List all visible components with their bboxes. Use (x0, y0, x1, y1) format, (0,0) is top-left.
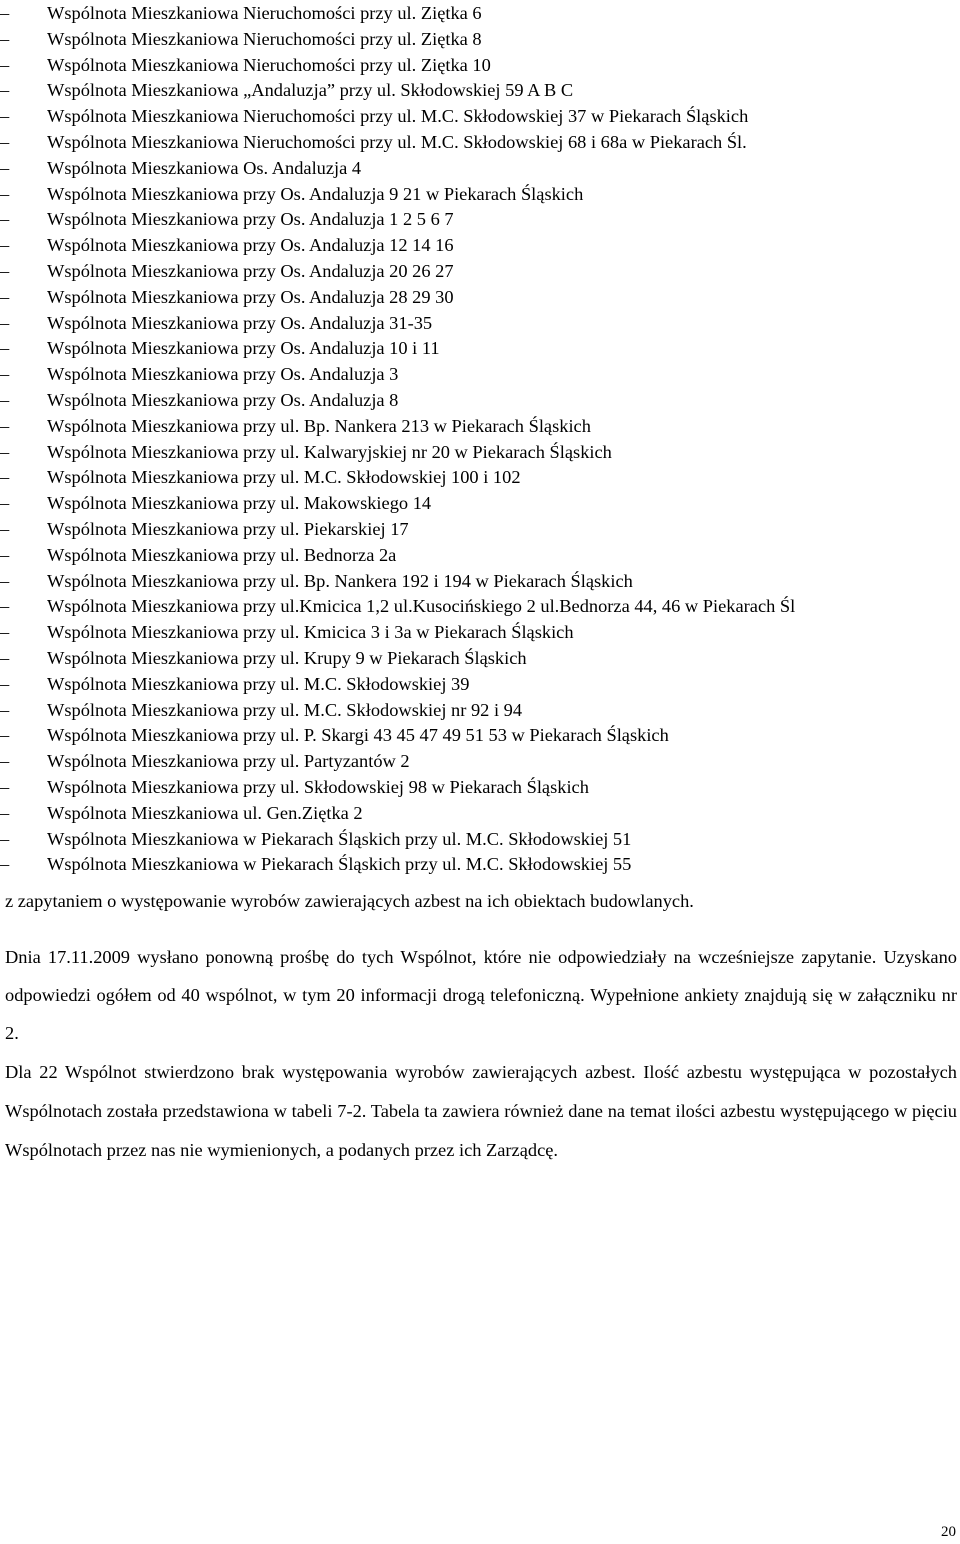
list-item-text: Wspólnota Mieszkaniowa przy Os. Andaluzja 8 (47, 389, 399, 410)
list-bullet: – (0, 131, 10, 152)
list-item (0, 491, 960, 517)
list-item (0, 698, 960, 724)
list-item (0, 362, 960, 388)
list-item-text: Wspólnota Mieszkaniowa przy Os. Andaluzja 28 29 30 (47, 286, 454, 307)
list-bullet: – (0, 3, 10, 23)
list-item-text: Wspólnota Mieszkaniowa przy ul. M.C. Skłodowskiej 100 i 102 (47, 467, 521, 488)
list-item (0, 27, 960, 53)
list-item-text: Wspólnota Mieszkaniowa przy Os. Andaluzja 3 (47, 364, 399, 385)
list-item (0, 646, 960, 672)
list-item (0, 78, 960, 104)
list-bullet: – (0, 699, 10, 720)
list-item-text: Wspólnota Mieszkaniowa przy ul. Skłodowskiej 98 w Piekarach Śląskich (47, 776, 589, 797)
list-bullet: – (0, 622, 10, 643)
list-item (0, 827, 960, 853)
list-bullet: – (0, 647, 10, 668)
list-item (0, 723, 960, 749)
list-item-text: Wspólnota Mieszkaniowa przy Os. Andaluzja 9 21 w Piekarach Śląskich (47, 183, 584, 204)
list-item (0, 285, 960, 311)
list-item-text: Wspólnota Mieszkaniowa Nieruchomości przy ul. Ziętka 10 (47, 54, 491, 75)
list-item (0, 543, 960, 569)
list-item (0, 594, 960, 620)
list-item (0, 620, 960, 646)
list-item-text: Wspólnota Mieszkaniowa Os. Andaluzja 4 (47, 157, 362, 178)
list-item-text: Wspólnota Mieszkaniowa przy ul. Partyzantów 2 (47, 751, 410, 772)
list-bullet: – (0, 209, 10, 230)
list-item-text: Wspólnota Mieszkaniowa przy ul. Kalwaryjskiej nr 20 w Piekarach Śląskich (47, 441, 612, 462)
list-item-text: Wspólnota Mieszkaniowa przy ul.Kmicica 1,2 ul.Kusocińskiego 2 ul.Bednorza 44, 46 w Piekarach Śl (47, 596, 796, 617)
list-item-text: Wspólnota Mieszkaniowa przy ul. Krupy 9 w Piekarach Śląskich (47, 647, 527, 668)
list-bullet: – (0, 54, 10, 75)
list-item (0, 53, 960, 79)
list-item (0, 388, 960, 414)
list-bullet: – (0, 802, 10, 823)
list-item (0, 233, 960, 259)
follow-up-paragraph: Dnia 17.11.2009 wysłano ponowną prośbę do tych Wspólnot, które nie odpowiedziały na wcześniejsze zapytanie. Uzyskano odpowiedzi ogółem od 40 wspólnot, w tym 20 informacji drogą telefoniczną. Wypełnione ankiety znajdują się w załączniku nr 2. (5, 947, 957, 1043)
list-bullet: – (0, 518, 10, 539)
list-item-text: Wspólnota Mieszkaniowa przy ul. Piekarskiej 17 (47, 518, 409, 539)
list-bullet: – (0, 570, 10, 591)
list-item (0, 156, 960, 182)
list-item-text: Wspólnota Mieszkaniowa przy Os. Andaluzja 1 2 5 6 7 (47, 209, 454, 230)
list-bullet: – (0, 493, 10, 514)
list-item-text: Wspólnota Mieszkaniowa w Piekarach Śląskich przy ul. M.C. Skłodowskiej 51 (47, 828, 632, 849)
list-item-text: Wspólnota Mieszkaniowa przy ul. Kmicica 3 i 3a w Piekarach Śląskich (47, 622, 574, 643)
list-item (0, 517, 960, 543)
list-bullet: – (0, 751, 10, 772)
list-item-text: Wspólnota Mieszkaniowa Nieruchomości przy ul. M.C. Skłodowskiej 37 w Piekarach Śląskich (47, 106, 749, 127)
list-item-text: Wspólnota Mieszkaniowa w Piekarach Śląskich przy ul. M.C. Skłodowskiej 55 (47, 854, 632, 875)
list-item (0, 259, 960, 285)
list-item (0, 852, 960, 878)
list-item-text: Wspólnota Mieszkaniowa Nieruchomości przy ul. M.C. Skłodowskiej 68 i 68a w Piekarach Śl. (47, 131, 747, 152)
list-item (0, 104, 960, 130)
list-bullet: – (0, 467, 10, 488)
list-item-text: Wspólnota Mieszkaniowa przy ul. Bp. Nankera 213 w Piekarach Śląskich (47, 415, 591, 436)
list-bullet: – (0, 596, 10, 617)
list-bullet: – (0, 415, 10, 436)
list-item (0, 749, 960, 775)
list-item (0, 569, 960, 595)
list-item-text: Wspólnota Mieszkaniowa przy ul. Bednorza 2a (47, 544, 397, 565)
list-bullet: – (0, 389, 10, 410)
list-bullet: – (0, 106, 10, 127)
list-item (0, 1, 960, 27)
list-bullet: – (0, 544, 10, 565)
intro-paragraph: z zapytaniem o występowanie wyrobów zawierających azbest na ich obiektach budowlanych. (5, 891, 694, 911)
list-item (0, 414, 960, 440)
list-item-text: Wspólnota Mieszkaniowa Nieruchomości przy ul. Ziętka 8 (47, 28, 482, 49)
list-item-text: Wspólnota Mieszkaniowa przy ul. Makowskiego 14 (47, 493, 432, 514)
list-bullet: – (0, 828, 10, 849)
list-item (0, 130, 960, 156)
list-bullet: – (0, 441, 10, 462)
list-bullet: – (0, 673, 10, 694)
list-item (0, 775, 960, 801)
list-item (0, 336, 960, 362)
list-item-text: Wspólnota Mieszkaniowa ul. Gen.Ziętka 2 (47, 802, 363, 823)
list-item (0, 182, 960, 208)
list-bullet: – (0, 286, 10, 307)
list-item-text: Wspólnota Mieszkaniowa przy ul. Bp. Nankera 192 i 194 w Piekarach Śląskich (47, 570, 633, 591)
list-item-text: Wspólnota Mieszkaniowa przy ul. P. Skargi 43 45 47 49 51 53 w Piekarach Śląskich (47, 725, 669, 746)
list-item (0, 465, 960, 491)
list-item-text: Wspólnota Mieszkaniowa przy Os. Andaluzja 12 14 16 (47, 235, 454, 256)
list-item-text: Wspólnota Mieszkaniowa przy Os. Andaluzja 20 26 27 (47, 260, 454, 281)
list-item-text: Wspólnota Mieszkaniowa przy Os. Andaluzja 31-35 (47, 312, 433, 333)
list-bullet: – (0, 157, 10, 178)
list-item (0, 440, 960, 466)
list-bullet: – (0, 183, 10, 204)
list-bullet: – (0, 260, 10, 281)
list-item-text: Wspólnota Mieszkaniowa „Andaluzja” przy ul. Skłodowskiej 59 A B C (47, 80, 574, 101)
results-paragraph: Dla 22 Wspólnot stwierdzono brak występowania wyrobów zawierających azbest. Ilość azbestu występująca w pozostałych Wspólnotach została przedstawiona w tabeli 7-2. Tabela ta zawiera również dane na temat ilości azbestu występującego w pięciu Wspólnotach przez nas nie wymienionych, a podanych przez ich Zarządcę. (5, 1062, 957, 1160)
list-bullet: – (0, 364, 10, 385)
list-bullet: – (0, 725, 10, 746)
list-item (0, 311, 960, 337)
list-item-text: Wspólnota Mieszkaniowa przy ul. M.C. Skłodowskiej nr 92 i 94 (47, 699, 523, 720)
list-item-text: Wspólnota Mieszkaniowa Nieruchomości przy ul. Ziętka 6 (47, 3, 482, 23)
list-bullet: – (0, 28, 10, 49)
list-item (0, 672, 960, 698)
list-bullet: – (0, 312, 10, 333)
list-bullet: – (0, 854, 10, 875)
list-item (0, 207, 960, 233)
list-item-text: Wspólnota Mieszkaniowa przy ul. M.C. Skłodowskiej 39 (47, 673, 470, 694)
list-bullet: – (0, 80, 10, 101)
list-bullet: – (0, 776, 10, 797)
list-bullet: – (0, 338, 10, 359)
community-list (0, 1, 960, 878)
list-bullet: – (0, 235, 10, 256)
list-item-text: Wspólnota Mieszkaniowa przy Os. Andaluzja 10 i 11 (47, 338, 440, 359)
list-item (0, 801, 960, 827)
page-number: 20 (941, 1524, 956, 1540)
